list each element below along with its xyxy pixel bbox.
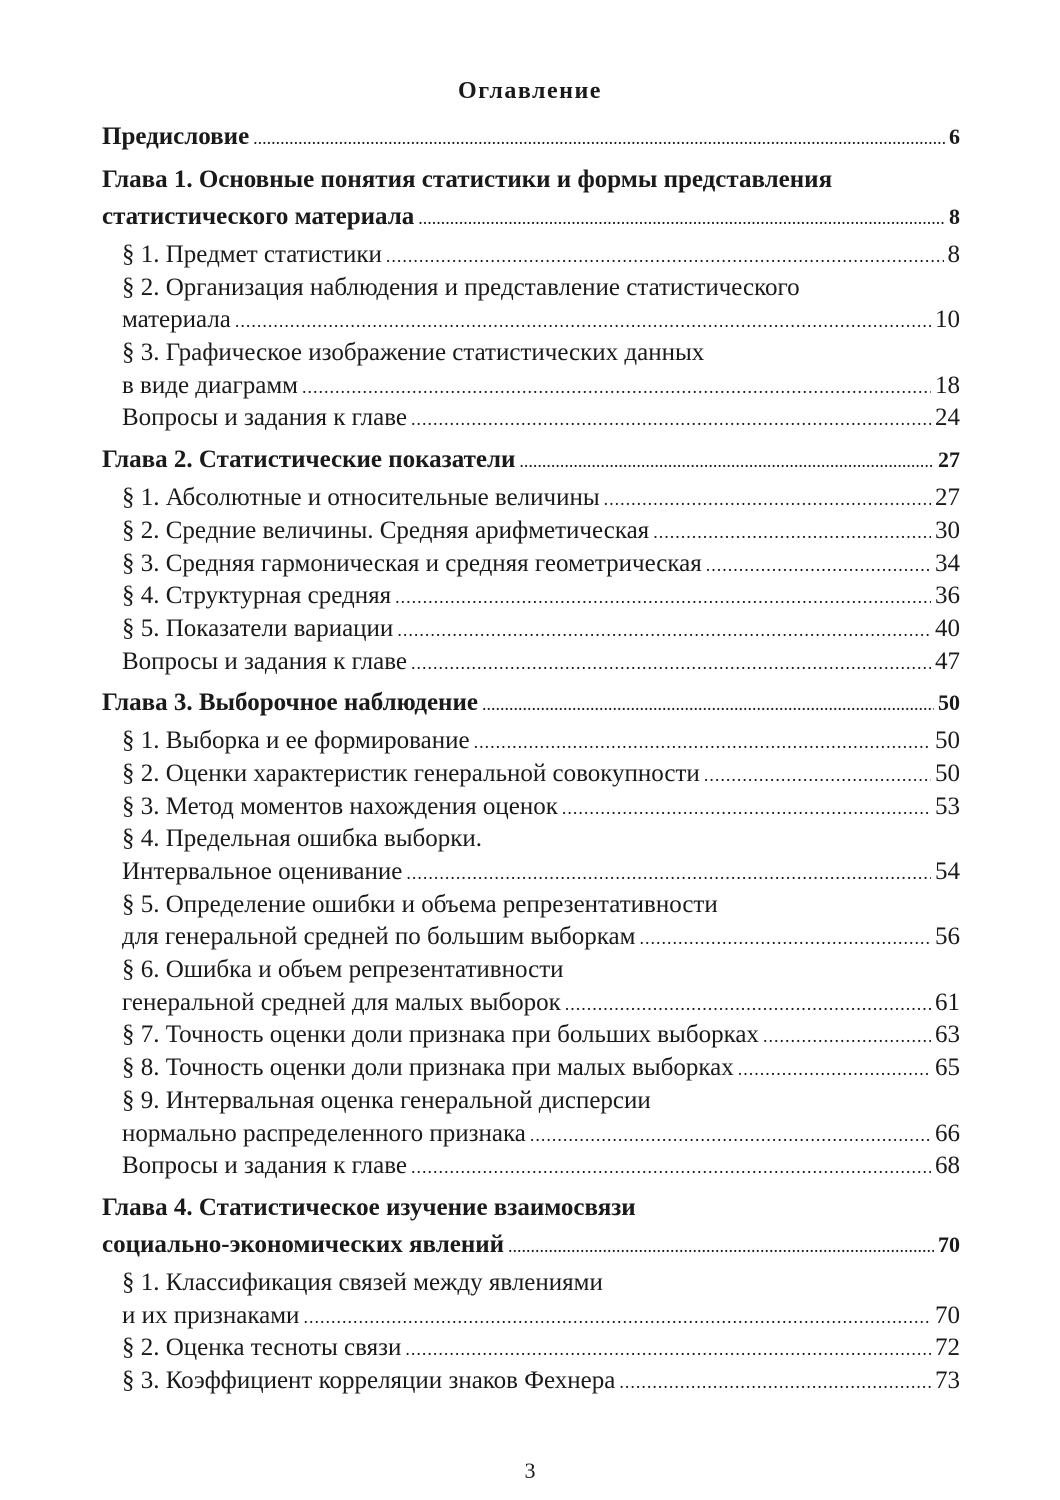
toc-chapter-entry[interactable]	[102, 161, 960, 235]
toc-section-title: для генеральной средней по большим выборкам	[122, 923, 636, 951]
dot-leader	[418, 200, 945, 237]
toc-chapter-title: Глава 1. Основные понятия статистики и формы представления	[102, 166, 833, 193]
dot-leader	[474, 726, 931, 759]
toc-section-line	[122, 954, 960, 987]
toc-section-line	[122, 515, 960, 548]
toc-section-list	[102, 482, 960, 678]
toc-section-entry[interactable]	[122, 272, 960, 337]
toc-page-number: 6	[949, 124, 960, 149]
dot-leader	[411, 403, 931, 436]
toc-page-number: 54	[935, 858, 960, 885]
dot-leader	[303, 1301, 931, 1334]
toc-chapter-entry[interactable]	[102, 118, 960, 155]
toc-section-line	[122, 482, 960, 515]
toc-section-line	[122, 921, 960, 954]
toc-section-entry[interactable]	[122, 1332, 960, 1365]
toc-chapter-title: статистического материала	[102, 203, 415, 230]
toc-section-title: генеральной средней для малых выборок	[122, 988, 561, 1016]
dot-leader	[302, 371, 931, 404]
dot-leader	[235, 305, 931, 338]
toc-page-number: 30	[935, 516, 960, 544]
toc-section-title: Вопросы и задания к главе	[122, 647, 407, 675]
toc-page-number: 66	[935, 1119, 960, 1147]
dot-leader	[562, 792, 931, 825]
toc-section-list	[102, 725, 960, 1183]
toc-section-entry[interactable]	[122, 889, 960, 954]
toc-section-entry[interactable]	[122, 402, 960, 435]
toc-section-line	[122, 1019, 960, 1052]
toc-section-title: § 1. Предмет статистики	[122, 241, 382, 268]
toc-chapter-title: Глава 4. Статистическое изучение взаимосвязи	[102, 1193, 636, 1221]
toc-section-title: Вопросы и задания к главе	[122, 1152, 407, 1180]
toc-section-entry[interactable]	[122, 1085, 960, 1150]
toc-chapter-title: социально-экономических явлений	[102, 1230, 505, 1258]
dot-leader	[530, 1119, 931, 1152]
dot-leader	[386, 240, 944, 273]
toc-page-number: 8	[947, 241, 960, 268]
page-number: 3	[524, 1458, 536, 1483]
toc-section-title: § 1. Выборка и ее формирование	[122, 727, 470, 755]
toc-section-line	[122, 889, 960, 922]
dot-leader	[482, 686, 934, 723]
toc-section-entry[interactable]	[122, 239, 960, 272]
toc-page-number: 24	[935, 404, 960, 432]
toc-section-line	[122, 1085, 960, 1118]
toc-section-list	[102, 1267, 960, 1398]
toc-chapter-entry[interactable]	[102, 684, 960, 721]
toc-section-entry[interactable]	[122, 823, 960, 888]
dot-leader	[706, 549, 931, 582]
toc-page-number: 50	[935, 759, 960, 787]
toc-page-number: 73	[935, 1366, 960, 1394]
toc-section-entry[interactable]	[122, 515, 960, 548]
toc-section-line	[122, 580, 960, 613]
toc-section-line	[122, 1118, 960, 1151]
toc-chapter-line	[102, 684, 960, 721]
toc-section-entry[interactable]	[122, 725, 960, 758]
toc-section-title: и их признаками	[122, 1301, 300, 1329]
toc-section-title: в виде диаграмм	[122, 371, 298, 399]
toc-page-number: 50	[938, 690, 960, 716]
toc-section-line	[122, 370, 960, 403]
toc-section-title: § 7. Точность оценки доли признака при больших выборках	[122, 1021, 759, 1049]
table-of-contents	[102, 118, 960, 1398]
toc-chapter-line	[102, 198, 960, 235]
toc-page-number: 70	[935, 1301, 960, 1329]
toc-section-title: § 3. Средняя гармоническая и средняя геометрическая	[122, 549, 702, 577]
toc-section-line	[122, 1052, 960, 1085]
toc-page-number: 27	[935, 484, 960, 512]
toc-page-number: 10	[935, 306, 960, 334]
toc-section-title: § 4. Структурная средняя	[122, 582, 392, 610]
toc-page-number: 53	[935, 792, 960, 820]
toc-section-entry[interactable]	[122, 758, 960, 791]
toc-chapter-line	[102, 1226, 960, 1263]
dot-leader	[395, 581, 931, 614]
toc-section-line	[122, 1300, 960, 1333]
toc-section-title: § 3. Коэффициент корреляции знаков Фехнера	[122, 1366, 616, 1394]
toc-section-title: материала	[122, 306, 231, 334]
toc-section-entry[interactable]	[122, 1052, 960, 1085]
toc-section-entry[interactable]	[122, 954, 960, 1019]
toc-section-title: § 2. Средние величины. Средняя арифметическая	[122, 516, 650, 544]
dot-leader	[519, 443, 934, 480]
toc-section-line	[122, 725, 960, 758]
toc-section-entry[interactable]	[122, 791, 960, 824]
toc-section-entry[interactable]	[122, 1365, 960, 1398]
dot-leader	[406, 857, 931, 890]
toc-section-title: § 5. Определение ошибки и объема репрезентативности	[122, 890, 718, 918]
toc-chapter-entry[interactable]	[102, 441, 960, 478]
toc-page-number: 18	[935, 371, 960, 399]
toc-section-line	[122, 646, 960, 679]
toc-section-entry[interactable]	[122, 580, 960, 613]
toc-section-line	[122, 402, 960, 435]
toc-chapter-title: Глава 2. Статистические показатели	[102, 446, 516, 474]
toc-title: Оглавление	[458, 78, 602, 104]
toc-section-title: § 1. Абсолютные и относительные величины	[122, 484, 600, 512]
toc-section-title: Интервальное оценивание	[122, 858, 403, 885]
toc-chapter-entry[interactable]	[102, 1189, 960, 1263]
toc-section-title: § 5. Показатели вариации	[122, 614, 394, 642]
toc-page-number: 61	[935, 988, 960, 1016]
toc-page-number: 72	[935, 1334, 960, 1362]
toc-page-number: 8	[949, 204, 960, 229]
toc-section-entry[interactable]	[122, 1019, 960, 1052]
dot-leader	[253, 120, 945, 157]
toc-section-line	[122, 791, 960, 824]
toc-section-line	[122, 272, 960, 305]
dot-leader	[405, 1333, 931, 1366]
dot-leader	[565, 988, 931, 1021]
toc-section-line	[122, 1332, 960, 1365]
toc-chapter-line	[102, 161, 960, 198]
dot-leader	[639, 922, 931, 955]
dot-leader	[704, 759, 931, 792]
toc-section-entry[interactable]	[122, 1150, 960, 1183]
toc-section-line	[122, 987, 960, 1020]
dot-leader	[411, 1151, 931, 1184]
toc-section-title: § 2. Организация наблюдения и представление статистического	[122, 273, 800, 301]
toc-chapter-line	[102, 1189, 960, 1226]
toc-section-title: Вопросы и задания к главе	[122, 404, 407, 432]
toc-chapter-title: Предисловие	[102, 123, 250, 150]
toc-section-title: § 2. Оценка тесноты связи	[122, 1334, 402, 1362]
toc-page-number: 36	[935, 582, 960, 610]
toc-section-title: § 2. Оценки характеристик генеральной совокупности	[122, 759, 700, 787]
toc-section-title: § 4. Предельная ошибка выборки.	[122, 825, 483, 853]
toc-section-line	[122, 823, 960, 856]
toc-section-list	[102, 239, 960, 435]
toc-page-number: 50	[935, 727, 960, 755]
dot-leader	[619, 1366, 931, 1399]
toc-page-number: 47	[935, 647, 960, 675]
toc-page-number: 27	[938, 447, 960, 473]
toc-chapter-line	[102, 441, 960, 478]
toc-section-line	[122, 1365, 960, 1398]
dot-leader	[397, 614, 931, 647]
toc-section-entry[interactable]	[122, 548, 960, 581]
toc-page-number: 63	[935, 1021, 960, 1049]
toc-section-title: § 3. Графическое изображение статистических данных	[122, 339, 705, 367]
toc-section-entry[interactable]	[122, 1267, 960, 1332]
toc-section-entry[interactable]	[122, 646, 960, 679]
toc-section-line	[122, 304, 960, 337]
toc-section-title: нормально распределенного признака	[122, 1119, 526, 1147]
dot-leader	[653, 516, 931, 549]
dot-leader	[738, 1053, 931, 1086]
toc-section-title: § 8. Точность оценки доли признака при малых выборках	[122, 1054, 734, 1082]
toc-page-number: 40	[935, 614, 960, 642]
dot-leader	[508, 1228, 934, 1265]
toc-chapter-title: Глава 3. Выборочное наблюдение	[102, 689, 478, 717]
toc-section-entry[interactable]	[122, 613, 960, 646]
toc-page-number: 34	[935, 549, 960, 577]
toc-chapter-line	[102, 118, 960, 155]
toc-section-line	[122, 856, 960, 889]
dot-leader	[763, 1020, 931, 1053]
toc-section-title: § 1. Классификация связей между явлениями	[122, 1268, 603, 1296]
toc-section-line	[122, 239, 960, 272]
toc-section-line	[122, 548, 960, 581]
toc-section-line	[122, 337, 960, 370]
toc-section-title: § 3. Метод моментов нахождения оценок	[122, 792, 558, 820]
toc-section-title: § 9. Интервальная оценка генеральной дисперсии	[122, 1086, 651, 1114]
toc-page-number: 65	[935, 1054, 960, 1082]
toc-section-line	[122, 1267, 960, 1300]
toc-section-title: § 6. Ошибка и объем репрезентативности	[122, 956, 564, 984]
toc-section-entry[interactable]	[122, 482, 960, 515]
toc-page-number: 70	[938, 1231, 960, 1257]
toc-section-line	[122, 758, 960, 791]
dot-leader	[411, 647, 931, 680]
toc-section-line	[122, 613, 960, 646]
toc-section-line	[122, 1150, 960, 1183]
toc-section-entry[interactable]	[122, 337, 960, 402]
toc-page-number: 68	[935, 1152, 960, 1180]
dot-leader	[604, 483, 931, 516]
toc-page-number: 56	[935, 923, 960, 951]
